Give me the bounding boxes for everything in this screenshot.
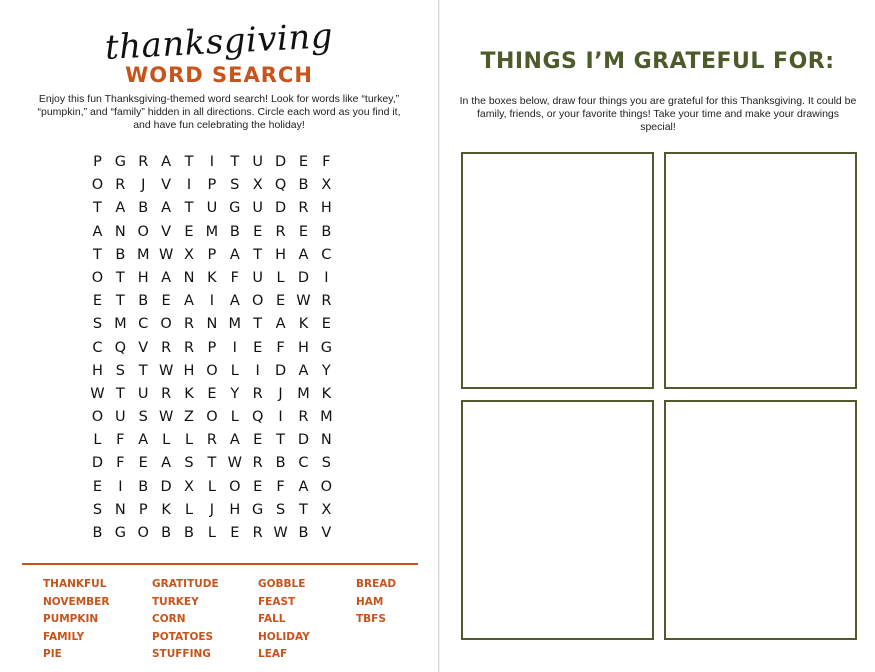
grid-letter[interactable]: K <box>184 385 194 402</box>
grid-letter[interactable]: D <box>297 432 310 449</box>
grid-letter[interactable]: L <box>162 432 171 449</box>
grid-letter[interactable]: S <box>321 455 331 472</box>
grid-letter[interactable]: D <box>160 478 172 495</box>
grid-letter[interactable]: S <box>138 409 148 426</box>
grid-letter[interactable]: J <box>141 177 146 194</box>
grid-letter[interactable]: P <box>207 339 217 356</box>
grid-letter[interactable]: B <box>321 223 332 240</box>
grid-letter[interactable]: Y <box>321 362 331 379</box>
letter-grid <box>86 151 338 545</box>
grid-letter[interactable]: W <box>158 409 174 426</box>
grid-letter[interactable]: Q <box>251 409 264 426</box>
word-list-item: BREAD <box>356 578 397 590</box>
grid-letter[interactable]: I <box>209 293 215 310</box>
grid-letter[interactable]: I <box>118 478 123 495</box>
grid-letter[interactable]: V <box>161 177 172 194</box>
grid-letter[interactable]: S <box>230 177 240 194</box>
grid-letter[interactable]: G <box>114 154 126 170</box>
grid-letter[interactable]: T <box>230 154 240 170</box>
grid-letter[interactable]: X <box>321 501 332 518</box>
grid-letter[interactable]: E <box>298 154 309 170</box>
grid-letter[interactable]: Z <box>184 409 194 426</box>
word-list-item: HOLIDAY <box>258 630 310 643</box>
grid-letter[interactable]: C <box>138 316 149 333</box>
word-list-item: GRATITUDE <box>152 578 219 590</box>
grid-letter[interactable]: S <box>184 455 194 472</box>
grid-letter[interactable]: A <box>229 293 240 310</box>
grid-letter[interactable]: N <box>320 432 332 449</box>
drawing-box-1[interactable] <box>461 152 654 389</box>
grid-letter[interactable]: D <box>274 362 287 379</box>
grid-letter[interactable]: K <box>207 269 217 286</box>
grid-letter[interactable]: A <box>298 478 309 495</box>
grid-letter[interactable]: A <box>184 293 194 310</box>
grid-letter[interactable]: A <box>161 455 172 472</box>
grid-letter[interactable]: K <box>321 385 332 402</box>
grid-letter[interactable]: R <box>298 409 309 426</box>
grid-letter[interactable]: H <box>91 362 103 379</box>
grid-letter[interactable]: T <box>115 385 125 402</box>
word-column <box>258 576 356 664</box>
grid-letter[interactable]: T <box>115 293 125 310</box>
grid-letter[interactable]: R <box>252 385 263 402</box>
word-list-item: CORN <box>152 613 186 626</box>
grid-letter[interactable]: B <box>298 525 309 541</box>
grid-letter[interactable]: R <box>138 154 149 170</box>
grid-letter[interactable]: Q <box>274 177 287 194</box>
grid-letter[interactable]: W <box>296 293 311 310</box>
grid-letter[interactable]: R <box>206 432 217 449</box>
word-list-item: PIE <box>43 648 62 661</box>
grid-letter[interactable]: P <box>93 154 102 170</box>
grid-letter[interactable]: B <box>298 177 309 194</box>
grid-letter[interactable]: F <box>276 339 285 356</box>
grid-letter[interactable]: M <box>297 385 310 402</box>
grid-letter[interactable]: I <box>186 177 192 194</box>
grid-letter[interactable]: D <box>91 455 104 472</box>
grid-letter[interactable]: D <box>274 154 287 170</box>
grid-letter[interactable]: P <box>207 246 217 263</box>
drawing-box-4[interactable] <box>664 400 857 640</box>
grid-letter[interactable]: E <box>253 478 263 495</box>
grid-letter[interactable]: X <box>184 246 194 263</box>
grid-letter[interactable]: H <box>229 501 241 518</box>
grid-letter[interactable]: H <box>320 200 332 217</box>
grid-letter[interactable]: D <box>274 200 287 217</box>
grid-letter[interactable]: V <box>161 223 172 240</box>
grid-letter[interactable]: T <box>207 455 217 472</box>
grid-letter[interactable]: G <box>320 339 332 356</box>
grid-letter[interactable]: R <box>275 223 286 240</box>
grid-letter[interactable]: E <box>253 223 263 240</box>
grid-letter[interactable]: L <box>93 432 102 449</box>
grid-letter[interactable]: F <box>116 455 125 472</box>
word-list-item: LEAF <box>258 648 288 661</box>
grid-letter[interactable]: F <box>116 432 125 449</box>
grid-letter[interactable]: C <box>92 339 103 356</box>
grid-letter[interactable]: B <box>229 223 240 240</box>
grid-letter[interactable]: G <box>114 525 126 541</box>
drawing-box-3[interactable] <box>461 400 654 640</box>
grid-letter[interactable]: W <box>158 246 174 263</box>
word-column <box>152 576 258 664</box>
grid-letter[interactable]: E <box>92 478 103 495</box>
grid-letter[interactable]: M <box>228 316 242 333</box>
word-list-item: FEAST <box>258 595 296 608</box>
grid-letter[interactable]: B <box>275 455 286 472</box>
drawing-box-2[interactable] <box>664 152 857 389</box>
grid-letter[interactable]: E <box>298 223 309 240</box>
grid-letter[interactable]: N <box>114 223 126 240</box>
grid-letter[interactable]: W <box>273 525 288 541</box>
grid-letter[interactable]: O <box>229 478 241 495</box>
grid-letter[interactable]: O <box>251 293 264 310</box>
grid-letter[interactable]: O <box>160 316 172 333</box>
grid-letter[interactable]: A <box>298 246 309 263</box>
page-title: WORD SEARCH <box>125 63 313 87</box>
grid-letter[interactable]: N <box>114 501 126 518</box>
grid-letter[interactable]: E <box>253 432 263 449</box>
divider-line <box>22 563 418 565</box>
grid-letter[interactable]: R <box>161 385 172 402</box>
grid-letter[interactable]: J <box>209 501 215 518</box>
grid-letter[interactable]: R <box>183 339 195 356</box>
grid-letter[interactable]: V <box>138 339 149 356</box>
word-list-item: GOBBLE <box>258 578 306 590</box>
grid-letter[interactable]: W <box>227 455 242 472</box>
grid-letter[interactable]: I <box>232 339 237 356</box>
grid-letter[interactable]: A <box>275 316 286 333</box>
grid-letter[interactable]: B <box>92 525 103 541</box>
grid-letter[interactable]: S <box>92 316 103 333</box>
grid-letter[interactable]: B <box>138 478 149 495</box>
grid-letter[interactable]: S <box>115 362 125 379</box>
grid-letter[interactable]: B <box>161 525 172 541</box>
grid-letter[interactable]: A <box>161 154 172 170</box>
grid-letter[interactable]: F <box>322 154 331 170</box>
grid-letter[interactable]: T <box>299 501 308 518</box>
instructions-text: Enjoy this fun Thanksgiving-themed word search! Look for words like “turkey,” “pumpkin,” and “family” hidden in all directions. Circle each word as you find it, and have fun celebrating the holiday! <box>37 93 401 131</box>
grid-letter[interactable]: M <box>320 409 333 426</box>
grid-letter[interactable]: R <box>183 316 195 333</box>
grid-letter[interactable]: C <box>298 455 309 472</box>
grid-letter[interactable]: R <box>252 455 263 472</box>
grid-letter[interactable]: P <box>207 177 217 194</box>
grid-letter[interactable]: L <box>230 362 239 379</box>
word-list-item: HAM <box>356 595 384 608</box>
word-column <box>43 576 152 664</box>
grid-letter[interactable]: E <box>207 385 217 402</box>
grid-letter[interactable]: K <box>298 316 309 333</box>
grid-letter[interactable]: J <box>278 385 283 402</box>
grid-letter[interactable]: E <box>92 293 103 310</box>
grid-letter[interactable]: E <box>230 525 240 541</box>
grid-letter[interactable]: W <box>90 385 105 402</box>
grateful-title: THINGS I’M GRATEFUL FOR: <box>480 49 835 74</box>
grid-letter[interactable]: S <box>92 501 103 518</box>
grid-letter[interactable]: E <box>184 223 194 240</box>
grid-letter[interactable]: U <box>137 385 149 402</box>
grid-letter[interactable]: U <box>252 269 263 286</box>
grid-letter[interactable]: E <box>138 455 148 472</box>
grid-letter[interactable]: E <box>161 293 171 310</box>
grid-letter[interactable]: U <box>252 154 263 170</box>
grid-letter[interactable]: O <box>91 269 104 286</box>
grid-letter[interactable]: M <box>205 223 219 240</box>
grid-letter[interactable]: E <box>275 293 286 310</box>
grid-letter[interactable]: B <box>184 525 194 541</box>
grid-letter[interactable]: G <box>229 200 241 217</box>
grid-letter[interactable]: A <box>138 432 149 449</box>
grid-letter[interactable]: R <box>298 200 309 217</box>
grid-letter[interactable]: A <box>229 246 240 263</box>
grid-letter[interactable]: H <box>275 246 287 263</box>
grid-letter[interactable]: A <box>161 200 172 217</box>
script-title: thanksgiving <box>104 16 334 68</box>
word-list-item: NOVEMBER <box>43 595 110 608</box>
word-list-item: TBFS <box>356 613 386 626</box>
grid-letter[interactable]: R <box>321 293 332 310</box>
grid-letter[interactable]: D <box>297 269 310 286</box>
word-list-item: FAMILY <box>43 630 85 643</box>
grid-letter[interactable]: R <box>252 525 263 541</box>
grid-letter[interactable]: T <box>93 246 102 263</box>
grid-letter[interactable]: O <box>137 223 149 240</box>
grid-letter[interactable]: A <box>92 223 103 240</box>
grid-letter[interactable]: K <box>161 501 171 518</box>
grid-letter[interactable]: T <box>253 246 263 263</box>
grid-letter[interactable]: T <box>93 200 102 217</box>
grid-letter[interactable]: E <box>321 316 331 333</box>
grid-letter[interactable]: S <box>275 501 286 518</box>
grid-letter[interactable]: L <box>207 478 216 495</box>
grid-letter[interactable]: H <box>137 269 149 286</box>
grid-letter[interactable]: I <box>209 154 215 170</box>
grid-letter[interactable]: X <box>252 177 263 194</box>
grid-letter[interactable]: T <box>184 154 194 170</box>
grid-letter[interactable]: A <box>161 269 172 286</box>
grateful-instructions: In the boxes below, draw four things you are grateful for this Thanksgiving. It could be family, friends, or your favorite things! Take your time and make your drawings special! <box>459 95 857 133</box>
grid-letter[interactable]: M <box>114 316 127 333</box>
grid-letter[interactable]: G <box>252 501 264 518</box>
grid-letter[interactable]: L <box>230 409 239 426</box>
grid-letter[interactable]: H <box>183 362 195 379</box>
grid-letter[interactable]: O <box>91 409 104 426</box>
grid-letter[interactable]: A <box>298 362 309 379</box>
grid-letter[interactable]: A <box>229 432 240 449</box>
grid-letter[interactable]: T <box>276 432 285 449</box>
grid-letter[interactable]: U <box>252 200 263 217</box>
grid-letter[interactable]: M <box>136 246 150 263</box>
grid-letter[interactable]: T <box>253 316 263 333</box>
word-list-item: THANKFUL <box>43 578 107 590</box>
grid-letter[interactable]: H <box>298 339 309 356</box>
grid-letter[interactable]: F <box>276 478 285 495</box>
grid-letter[interactable]: L <box>207 525 216 541</box>
grid-letter[interactable]: W <box>158 362 174 379</box>
grid-letter[interactable]: I <box>255 362 260 379</box>
word-list-item: POTATOES <box>152 630 214 643</box>
grid-letter[interactable]: O <box>206 409 218 426</box>
grid-letter[interactable]: T <box>138 362 148 379</box>
grid-letter[interactable]: B <box>115 246 126 263</box>
grid-letter[interactable]: T <box>184 200 194 217</box>
grid-letter[interactable]: N <box>206 316 218 333</box>
word-column <box>356 576 436 664</box>
grid-letter[interactable]: T <box>115 269 125 286</box>
grid-letter[interactable]: L <box>276 269 285 286</box>
grid-letter[interactable]: R <box>161 339 172 356</box>
grid-letter[interactable]: P <box>138 501 148 518</box>
grid-letter[interactable]: X <box>321 177 332 194</box>
grid-letter[interactable]: Q <box>114 339 127 356</box>
grid-letter[interactable]: E <box>253 339 263 356</box>
grid-letter[interactable]: Y <box>230 385 240 402</box>
grateful-page <box>440 0 875 672</box>
grid-letter[interactable]: O <box>91 177 104 194</box>
grid-letter[interactable]: O <box>206 362 218 379</box>
grid-letter[interactable]: N <box>183 269 195 286</box>
grid-letter[interactable]: O <box>137 525 149 541</box>
grid-letter[interactable]: V <box>321 525 332 541</box>
grid-letter[interactable]: O <box>320 478 333 495</box>
word-list-item: TURKEY <box>152 595 199 608</box>
grid-letter[interactable]: I <box>324 269 329 286</box>
grid-letter[interactable]: B <box>138 200 149 217</box>
grid-letter[interactable]: U <box>206 200 218 217</box>
grid-letter[interactable]: I <box>278 409 283 426</box>
grid-letter[interactable]: L <box>184 501 194 518</box>
word-list <box>43 576 436 664</box>
word-list-item: STUFFING <box>152 648 211 661</box>
word-list-item: FALL <box>258 613 286 626</box>
word-list-item: PUMPKIN <box>43 613 99 626</box>
grid-letter[interactable]: U <box>115 409 126 426</box>
grid-letter[interactable]: A <box>115 200 126 217</box>
grid-letter[interactable]: R <box>115 177 126 194</box>
grid-letter[interactable]: F <box>230 269 239 286</box>
grid-letter[interactable]: B <box>138 293 149 310</box>
grid-letter[interactable]: X <box>184 478 194 495</box>
grid-letter[interactable]: L <box>184 432 194 449</box>
grid-letter[interactable]: C <box>321 246 332 263</box>
